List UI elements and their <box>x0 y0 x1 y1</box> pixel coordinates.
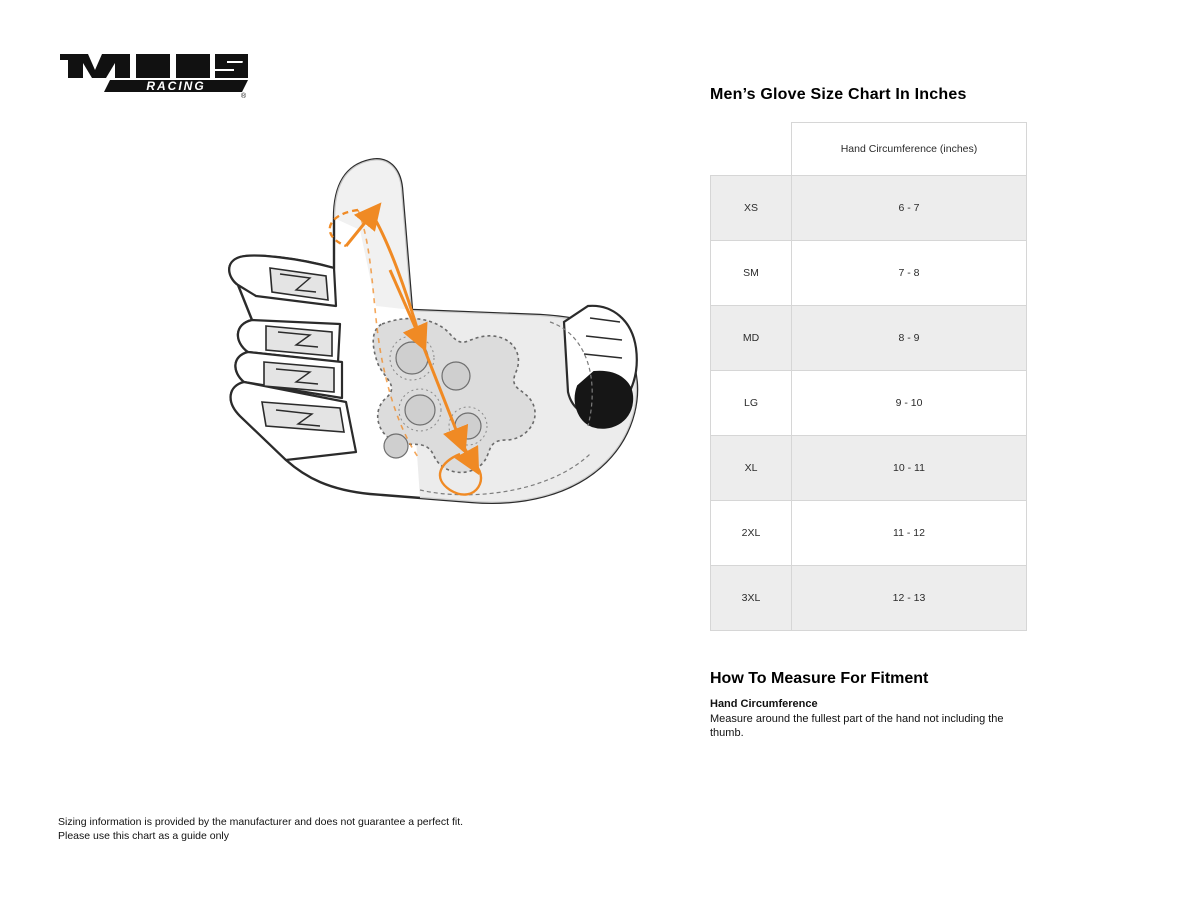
cell-circumference: 7 - 8 <box>792 241 1027 306</box>
cell-size: SM <box>711 241 792 306</box>
cell-size: 3XL <box>711 566 792 631</box>
size-chart-table <box>710 122 1027 631</box>
table-row <box>711 176 1027 241</box>
table-row <box>711 371 1027 436</box>
svg-text:RACING: RACING <box>146 79 206 93</box>
cell-circumference: 8 - 9 <box>792 306 1027 371</box>
moose-racing-wordmark-icon <box>58 48 248 100</box>
cell-circumference: 6 - 7 <box>792 176 1027 241</box>
table-header-row <box>711 123 1027 176</box>
table-header-circumference: Hand Circumference (inches) <box>792 123 1027 176</box>
table-row <box>711 241 1027 306</box>
table-row <box>711 566 1027 631</box>
size-chart-section <box>710 86 1130 631</box>
cell-size: MD <box>711 306 792 371</box>
brand-logo <box>58 48 248 100</box>
how-to-measure-subtitle: Hand Circumference <box>710 698 818 710</box>
table-row <box>711 501 1027 566</box>
how-to-measure-body: Measure around the fullest part of the hand not including the thumb. <box>710 713 1004 739</box>
cell-circumference: 12 - 13 <box>792 566 1027 631</box>
glove-illustration <box>120 110 700 540</box>
disclaimer <box>58 815 598 843</box>
page-title: Men’s Glove Size Chart In Inches <box>710 86 967 103</box>
cell-size: XS <box>711 176 792 241</box>
table-header-corner <box>711 123 792 176</box>
cell-size: 2XL <box>711 501 792 566</box>
cell-circumference: 9 - 10 <box>792 371 1027 436</box>
cell-circumference: 11 - 12 <box>792 501 1027 566</box>
disclaimer-line-1: Sizing information is provided by the manufacturer and does not guarantee a perfect fit. <box>58 816 464 828</box>
disclaimer-line-2: Please use this chart as a guide only <box>58 830 230 842</box>
how-to-measure-title: How To Measure For Fitment <box>710 670 929 687</box>
how-to-measure-section <box>710 670 1040 740</box>
table-row <box>711 306 1027 371</box>
table-row <box>711 436 1027 501</box>
glove-outline-group <box>229 159 637 503</box>
cell-circumference: 10 - 11 <box>792 436 1027 501</box>
cell-size: LG <box>711 371 792 436</box>
cell-size: XL <box>711 436 792 501</box>
svg-text:®: ® <box>241 93 247 100</box>
